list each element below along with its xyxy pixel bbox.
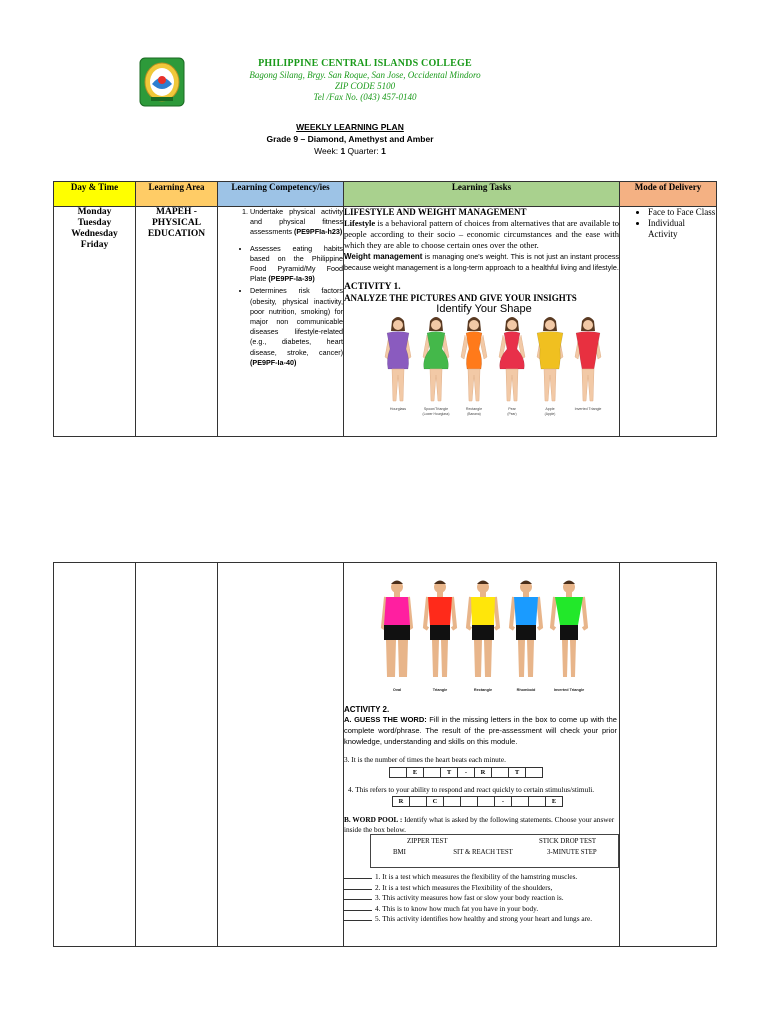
- shape-label: Rectangle: [473, 688, 493, 692]
- pool-item: STICK DROP TEST: [539, 838, 597, 846]
- answer-blank[interactable]: [344, 903, 372, 911]
- day-time-cell: [54, 563, 136, 947]
- competency-item: 1. Undertake physical activity and physical fitness assessments (PE9PFIa-h23): [250, 207, 343, 238]
- header-learning-area: Learning Area: [136, 182, 218, 207]
- female-figure: [537, 317, 563, 401]
- statement-list: [344, 871, 617, 924]
- activity2-worksheet: [344, 705, 619, 924]
- male-figure: [383, 581, 411, 678]
- question-4: 4. This refers to your ability to respond and react quickly to certain stimulus/stimuli.: [348, 784, 595, 794]
- letter-box[interactable]: [511, 796, 529, 807]
- pool-item: 3-MINUTE STEP: [547, 849, 597, 857]
- shape-label: Inverted Triangle: [553, 688, 585, 692]
- letter-box[interactable]: [460, 796, 478, 807]
- letter-box[interactable]: [477, 796, 495, 807]
- shape-label: Rectangle: [465, 407, 483, 411]
- letter-box[interactable]: R: [392, 796, 410, 807]
- shape-sublabel: (Lower Hourglass): [422, 412, 450, 416]
- statement-item: [344, 871, 617, 882]
- college-tel: Tel /Fax No. (043) 457-0140: [313, 92, 417, 102]
- shape-label: Hourglass: [389, 407, 407, 411]
- female-figure: [575, 317, 601, 401]
- male-figure: [425, 581, 455, 678]
- shape-label: Oval: [392, 688, 402, 692]
- activity1-title: ACTIVITY 1.: [344, 282, 401, 292]
- delivery-cell: [620, 207, 717, 437]
- day-time-cell: [54, 207, 136, 437]
- delivery-item: • Face to Face Class: [648, 207, 716, 218]
- competency-cell: [218, 207, 344, 437]
- female-figure: [499, 317, 525, 401]
- shape-sublabel: (Apple): [544, 412, 556, 416]
- female-figure: [423, 317, 449, 401]
- day-friday: Friday: [80, 240, 109, 250]
- female-figure: [385, 317, 411, 401]
- letter-box[interactable]: [528, 796, 546, 807]
- answer-blank[interactable]: [344, 913, 372, 921]
- letter-box[interactable]: [409, 796, 427, 807]
- shape-label: Apple: [545, 407, 555, 411]
- college-name: PHILIPPINE CENTRAL ISLANDS COLLEGE: [258, 58, 472, 69]
- letter-box[interactable]: [525, 767, 543, 778]
- male-body-shapes-image: [372, 577, 612, 697]
- answer-blank[interactable]: [344, 892, 372, 900]
- college-header: [200, 58, 530, 103]
- header-day-time: Day & Time: [54, 182, 136, 207]
- letter-box[interactable]: C: [426, 796, 444, 807]
- letter-box[interactable]: [443, 796, 461, 807]
- statement-item: [344, 892, 617, 903]
- letter-box[interactable]: [491, 767, 509, 778]
- shape-label: Spoon/Triangle: [423, 407, 449, 411]
- plan-heading: [230, 121, 470, 157]
- shape-label: Rhomboid: [516, 688, 536, 692]
- header-tasks: Learning Tasks: [344, 182, 620, 207]
- header-competency: Learning Competency/ies: [218, 182, 344, 207]
- letter-box[interactable]: E: [545, 796, 563, 807]
- header-delivery: Mode of Delivery: [620, 182, 717, 207]
- college-address: Bagong Silang, Brgy. San Roque, San Jose, Occidental Mindoro: [249, 70, 481, 80]
- female-body-shapes-image: [384, 315, 624, 417]
- learning-area-line: MAPEH -: [156, 207, 197, 217]
- plan-week-quarter: Week: 1 Quarter: 1: [314, 146, 386, 156]
- learning-plan-table-continued: [53, 562, 717, 947]
- letter-box[interactable]: [389, 767, 407, 778]
- answer-blank[interactable]: [344, 871, 372, 879]
- college-logo: [139, 57, 185, 107]
- delivery-item: • Individual Activity: [648, 218, 716, 240]
- statement-text: 2. It is a test which measures the Flexibility of the shoulders,: [375, 882, 553, 892]
- male-figure: [511, 581, 541, 678]
- guess-instruction: A. GUESS THE WORD: Fill in the missing letters in the box to come up with the complete word/phrase. The result of the pre-assessment will check your prior knowledge, understanding and skills on this module.: [344, 715, 617, 746]
- shape-image-title: Identify Your Shape: [436, 303, 532, 315]
- pool-item: SIT & REACH TEST: [453, 849, 513, 857]
- delivery-cell: [620, 563, 717, 947]
- statement-text: 4. This is to know how much fat you have in your body.: [375, 903, 539, 913]
- shape-sublabel: (Banana): [467, 412, 481, 416]
- letter-box[interactable]: -: [494, 796, 512, 807]
- activity1-instruction: ANALYZE THE PICTURES AND GIVE YOUR INSIGHTS: [344, 293, 577, 303]
- table-row: [54, 207, 717, 437]
- shape-label: Pear: [508, 407, 516, 411]
- learning-area-line: EDUCATION: [147, 229, 206, 239]
- statement-text: 3. This activity measures how fast or slow your body reaction is.: [375, 893, 564, 903]
- female-figure: [461, 317, 487, 401]
- day-tuesday: Tuesday: [77, 218, 112, 228]
- letter-box[interactable]: E: [406, 767, 424, 778]
- shape-label: Inverted Triangle: [574, 407, 602, 411]
- statement-text: 5. This activity identifies how healthy and strong your heart and lungs are.: [375, 914, 593, 924]
- statement-text: 1. It is a test which measures the flexibility of the hamstring muscles.: [375, 872, 578, 882]
- letter-box[interactable]: -: [457, 767, 475, 778]
- question-3: 3. It is the number of times the heart beats each minute.: [344, 755, 506, 765]
- competency-item: • Assesses eating habits based on the Philippine Food Pyramid/My Food Plate (PE9PF-Ia-39): [250, 244, 343, 285]
- statement-item: [344, 903, 617, 914]
- tasks-cell: [344, 207, 620, 437]
- answer-blank[interactable]: [344, 882, 372, 890]
- question-3-boxes: [389, 767, 617, 778]
- day-monday: Monday: [77, 207, 112, 217]
- shape-label: Triangle: [432, 688, 448, 692]
- shape-sublabel: (Pear): [507, 412, 517, 416]
- table-row: [54, 563, 717, 947]
- competency-item: • Determines risk factors (obesity, physical inactivity, poor nutrition, smoking) for major non communicable diseases lifestyle-related (e.g., diabetes, heart disease, stroke, cancer) (PE9PF-Ia-40): [250, 286, 343, 368]
- male-figure: [468, 581, 498, 678]
- letter-box[interactable]: [423, 767, 441, 778]
- weight-definition: Weight management is managing one's weight. This is not just an instant process because weight management is a long-term approach to a healthful living and lifestyle.: [344, 252, 620, 272]
- letter-box[interactable]: R: [474, 767, 492, 778]
- word-pool-box: [370, 834, 619, 868]
- plan-grade: Grade 9 – Diamond, Amethyst and Amber: [266, 134, 434, 144]
- statement-item: [344, 882, 617, 893]
- learning-area-line: PHYSICAL: [151, 218, 202, 228]
- learning-area-cell: [136, 207, 218, 437]
- learning-plan-table: [53, 181, 717, 437]
- plan-title: WEEKLY LEARNING PLAN: [296, 122, 404, 132]
- letter-box[interactable]: T: [440, 767, 458, 778]
- statement-item: [344, 913, 617, 924]
- day-wednesday: Wednesday: [71, 229, 118, 239]
- learning-area-cell: [136, 563, 218, 947]
- pool-item: BMI: [393, 849, 406, 857]
- competency-cell: [218, 563, 344, 947]
- lifestyle-definition: Lifestyle is a behavioral pattern of choices from alternatives that are available to people according to their socio – economic circumstances and the ease with which they are able to choose certain ones over the other.: [344, 218, 619, 250]
- word-pool-instruction: B. WORD POOL : Identify what is asked by the following statements. Choose your answer inside the box below.: [344, 815, 615, 834]
- college-zip: ZIP CODE 5100: [334, 81, 396, 91]
- table-header-row: [54, 182, 717, 207]
- activity2-title: ACTIVITY 2.: [344, 705, 390, 714]
- tasks-heading: LIFESTYLE AND WEIGHT MANAGEMENT: [344, 207, 527, 217]
- letter-box[interactable]: T: [508, 767, 526, 778]
- male-figure: [552, 581, 586, 678]
- pool-item: ZIPPER TEST: [407, 838, 448, 846]
- question-4-boxes: [392, 796, 617, 807]
- tasks-cell: [344, 563, 620, 947]
